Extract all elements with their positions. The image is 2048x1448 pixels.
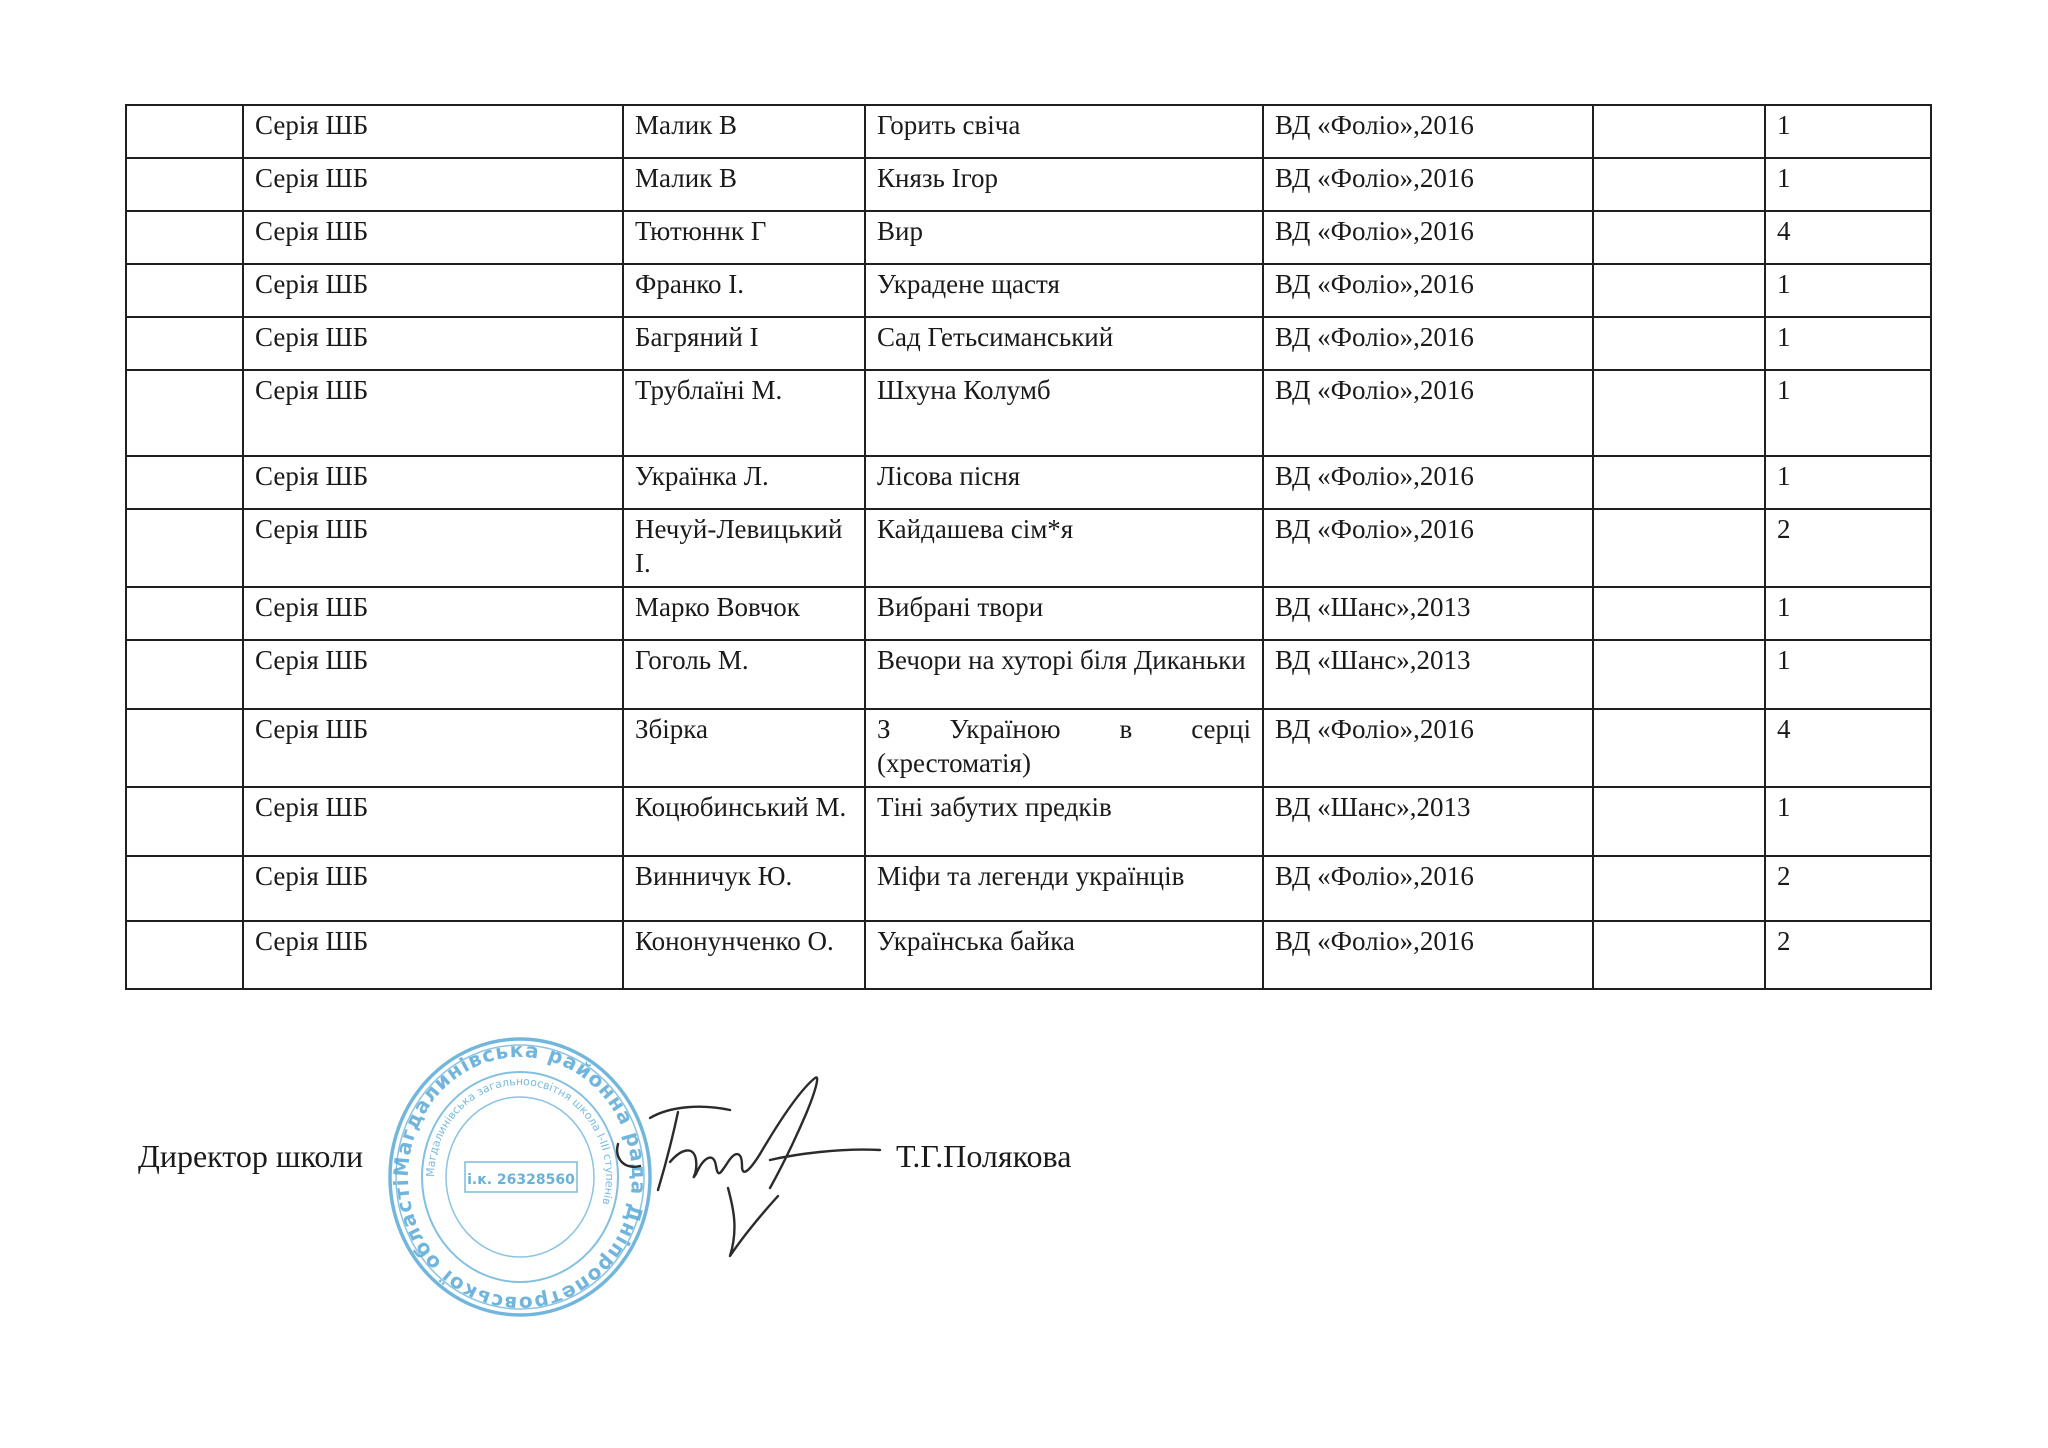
title-cell: Українська байка [865,921,1263,989]
row-number-cell [126,264,243,317]
table-row [126,787,1931,856]
series-cell: Серія ШБ [243,105,623,158]
publisher-cell: ВД «Фоліо»,2016 [1263,856,1593,921]
publisher-cell: ВД «Фоліо»,2016 [1263,211,1593,264]
row-number-cell [126,921,243,989]
row-number-cell [126,587,243,640]
publisher-cell: ВД «Фоліо»,2016 [1263,921,1593,989]
author-cell: Марко Вовчок [623,587,865,640]
row-number-cell [126,158,243,211]
extra-cell [1593,640,1765,709]
quantity-cell: 1 [1765,264,1931,317]
extra-cell [1593,709,1765,787]
series-cell: Серія ШБ [243,787,623,856]
title-cell: Украдене щастя [865,264,1263,317]
row-number-cell [126,709,243,787]
row-number-cell [126,105,243,158]
extra-cell [1593,921,1765,989]
quantity-cell: 2 [1765,856,1931,921]
series-cell: Серія ШБ [243,370,623,456]
title-cell: З Україною в серці (хрестоматія) [865,709,1263,787]
publisher-cell: ВД «Фоліо»,2016 [1263,709,1593,787]
quantity-cell: 1 [1765,787,1931,856]
extra-cell [1593,317,1765,370]
series-cell: Серія ШБ [243,921,623,989]
author-cell: Нечуй-Левицький І. [623,509,865,587]
row-number-cell [126,787,243,856]
title-cell: Кайдашева сім*я [865,509,1263,587]
publisher-cell: ВД «Фоліо»,2016 [1263,158,1593,211]
row-number-cell [126,456,243,509]
series-cell: Серія ШБ [243,456,623,509]
publisher-cell: ВД «Шанс»,2013 [1263,587,1593,640]
row-number-cell [126,856,243,921]
series-cell: Серія ШБ [243,587,623,640]
series-cell: Серія ШБ [243,856,623,921]
handwritten-signature [610,1070,910,1270]
extra-cell [1593,211,1765,264]
quantity-cell: 1 [1765,587,1931,640]
row-number-cell [126,211,243,264]
series-cell: Серія ШБ [243,211,623,264]
publisher-cell: ВД «Фоліо»,2016 [1263,105,1593,158]
table-row [126,640,1931,709]
title-cell: Лісова пісня [865,456,1263,509]
author-cell: Винничук Ю. [623,856,865,921]
series-cell: Серія ШБ [243,264,623,317]
table-row [126,264,1931,317]
row-number-cell [126,317,243,370]
title-cell: Вир [865,211,1263,264]
extra-cell [1593,158,1765,211]
table-row [126,709,1931,787]
table-row [126,921,1931,989]
title-cell: Вибрані твори [865,587,1263,640]
quantity-cell: 1 [1765,456,1931,509]
extra-cell [1593,509,1765,587]
table-row [126,211,1931,264]
table-row [126,158,1931,211]
quantity-cell: 1 [1765,317,1931,370]
extra-cell [1593,587,1765,640]
extra-cell [1593,787,1765,856]
author-cell: Українка Л. [623,456,865,509]
stamp-inner-text: Магдалинівська загальноосвітня школа І-ІІІ ступенів [423,1074,617,1207]
title-cell: Шхуна Колумб [865,370,1263,456]
extra-cell [1593,856,1765,921]
publisher-cell: ВД «Фоліо»,2016 [1263,509,1593,587]
author-cell: Тютюннк Г [623,211,865,264]
stamp-center-text: і.к. 26328560 [467,1172,575,1188]
author-cell: Малик В [623,158,865,211]
publisher-cell: ВД «Шанс»,2013 [1263,787,1593,856]
publisher-cell: ВД «Шанс»,2013 [1263,640,1593,709]
publisher-cell: ВД «Фоліо»,2016 [1263,456,1593,509]
director-label: Директор школи [138,1138,364,1174]
publisher-cell: ВД «Фоліо»,2016 [1263,264,1593,317]
quantity-cell: 1 [1765,158,1931,211]
quantity-cell: 1 [1765,370,1931,456]
author-cell: Багряний І [623,317,865,370]
author-cell: Кононунченко О. [623,921,865,989]
author-cell: Гоголь М. [623,640,865,709]
author-cell: Франко І. [623,264,865,317]
quantity-cell: 4 [1765,709,1931,787]
quantity-cell: 4 [1765,211,1931,264]
title-cell: Князь Ігор [865,158,1263,211]
extra-cell [1593,370,1765,456]
extra-cell [1593,264,1765,317]
extra-cell [1593,105,1765,158]
row-number-cell [126,370,243,456]
table-row [126,317,1931,370]
series-cell: Серія ШБ [243,709,623,787]
row-number-cell [126,509,243,587]
extra-cell [1593,456,1765,509]
quantity-cell: 2 [1765,921,1931,989]
title-cell: Сад Гетьсиманський [865,317,1263,370]
title-cell: Тіні забутих предків [865,787,1263,856]
quantity-cell: 1 [1765,105,1931,158]
quantity-cell: 2 [1765,509,1931,587]
author-cell: Збірка [623,709,865,787]
table-row [126,370,1931,456]
director-name: Т.Г.Полякова [896,1138,1072,1174]
table-row [126,456,1931,509]
publisher-cell: ВД «Фоліо»,2016 [1263,370,1593,456]
series-cell: Серія ШБ [243,640,623,709]
series-cell: Серія ШБ [243,158,623,211]
author-cell: Трублаїні М. [623,370,865,456]
books-table [125,104,1932,990]
author-cell: Коцюбинський М. [623,787,865,856]
series-cell: Серія ШБ [243,317,623,370]
stamp-outer-text: Магдалинівська районна рада Дніпропетровської області [388,1037,652,1317]
title-cell: Горить свіча [865,105,1263,158]
row-number-cell [126,640,243,709]
publisher-cell: ВД «Фоліо»,2016 [1263,317,1593,370]
title-cell: Вечори на хуторі біля Диканьки [865,640,1263,709]
series-cell: Серія ШБ [243,509,623,587]
table-row [126,509,1931,587]
table-row [126,587,1931,640]
table-row [126,856,1931,921]
quantity-cell: 1 [1765,640,1931,709]
table-row [126,105,1931,158]
title-cell: Міфи та легенди українців [865,856,1263,921]
author-cell: Малик В [623,105,865,158]
